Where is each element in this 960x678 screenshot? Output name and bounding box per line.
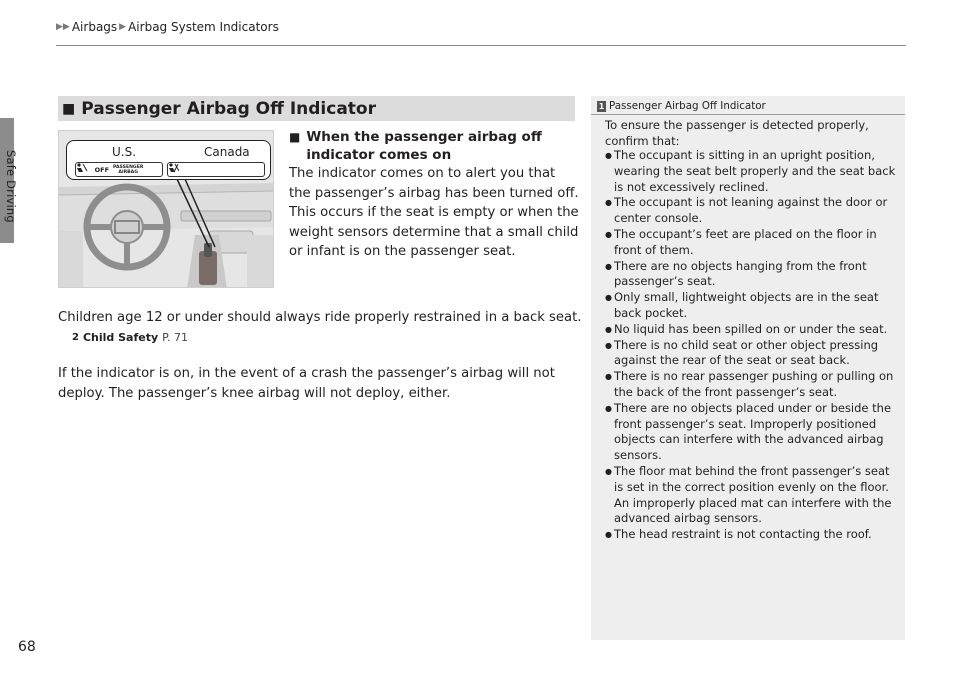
sidenote-title: Passenger Airbag Off Indicator	[609, 100, 766, 112]
list-item: ● There are no objects hanging from the front passenger’s seat.	[605, 259, 897, 291]
list-item: ● There are no objects placed under or beside the front passenger’s seat. Improperly positioned objects can interfere with the advanced airbag sensors.	[605, 401, 897, 464]
breadcrumb-item-airbags[interactable]: Airbags	[71, 20, 118, 34]
subsection-heading	[289, 128, 579, 164]
cross-reference[interactable]	[72, 331, 188, 344]
indicator-callout	[66, 140, 271, 180]
canada-indicator	[167, 162, 265, 177]
passenger-airbag-off-icon	[168, 163, 180, 173]
dashboard-illustration	[58, 130, 274, 288]
sidenote-divider	[591, 114, 905, 115]
label-canada: Canada	[204, 145, 250, 159]
page-number: 68	[18, 639, 36, 655]
subsection-square-icon: ■	[289, 130, 301, 144]
header-divider	[56, 45, 906, 46]
reference-page: P. 71	[162, 331, 189, 344]
list-item: ● No liquid has been spilled on or under the seat.	[605, 322, 897, 338]
section-square-icon: ■	[62, 100, 76, 117]
sidenote-number: 1	[598, 101, 605, 111]
reference-arrow-icon: 2	[72, 332, 79, 343]
side-tab-label: Safe Driving	[4, 150, 18, 223]
passenger-airbag-icon	[76, 163, 88, 173]
breadcrumb-item-indicators[interactable]: Airbag System Indicators	[128, 20, 279, 34]
subsection-title: When the passenger airbag off indicator comes on	[306, 129, 542, 163]
sidenote-panel	[591, 96, 905, 640]
list-item: ● The occupant’s feet are placed on the floor in front of them.	[605, 227, 897, 259]
list-item: ● The floor mat behind the front passenger’s seat is set in the correct position evenly on the floor. An improperly placed mat can interfere with the advanced airbag sensors.	[605, 464, 897, 527]
list-item: ● Only small, lightweight objects are in the seat back pocket.	[605, 290, 897, 322]
off-text: OFF	[94, 165, 110, 174]
children-warning: Children age 12 or under should always ride properly restrained in a back seat.	[58, 310, 582, 325]
section-title: Passenger Airbag Off Indicator	[81, 98, 376, 119]
indicator-description: The indicator comes on to alert you that the passenger’s airbag has been turned off. This occurs if the seat is empty or when the weight sensors determine that a small child or infant is on the passenger seat.	[289, 166, 579, 259]
breadcrumb	[56, 20, 279, 34]
us-indicator	[75, 162, 163, 177]
list-item: ● The occupant is sitting in an upright position, wearing the seat belt properly and the seat back is not excessively reclined.	[605, 148, 897, 195]
reference-title[interactable]: Child Safety	[82, 331, 159, 344]
list-item: ● The head restraint is not contacting the roof.	[605, 527, 897, 543]
list-item: ● There is no rear passenger pushing or pulling on the back of the front passenger’s seat.	[605, 369, 897, 401]
deploy-note: If the indicator is on, in the event of a crash the passenger’s airbag will not deploy. The passenger’s knee airbag will not deploy, either.	[58, 366, 555, 401]
list-item: ● There is no child seat or other object pressing against the rear of the seat or seat back.	[605, 338, 897, 370]
breadcrumb-arrow-icon: ▶	[119, 22, 127, 32]
sidenote-intro: To ensure the passenger is detected properly, confirm that:	[605, 118, 869, 148]
section-title-bar	[58, 96, 575, 121]
breadcrumb-arrow-icon: ▶▶	[56, 22, 70, 32]
label-us: U.S.	[112, 145, 137, 159]
sidenote-checklist	[605, 148, 897, 543]
sidenote-heading	[597, 100, 897, 112]
list-item: ● The occupant is not leaning against the door or center console.	[605, 195, 897, 227]
passenger-airbag-text: PASSENGER AIRBAG	[113, 164, 144, 175]
